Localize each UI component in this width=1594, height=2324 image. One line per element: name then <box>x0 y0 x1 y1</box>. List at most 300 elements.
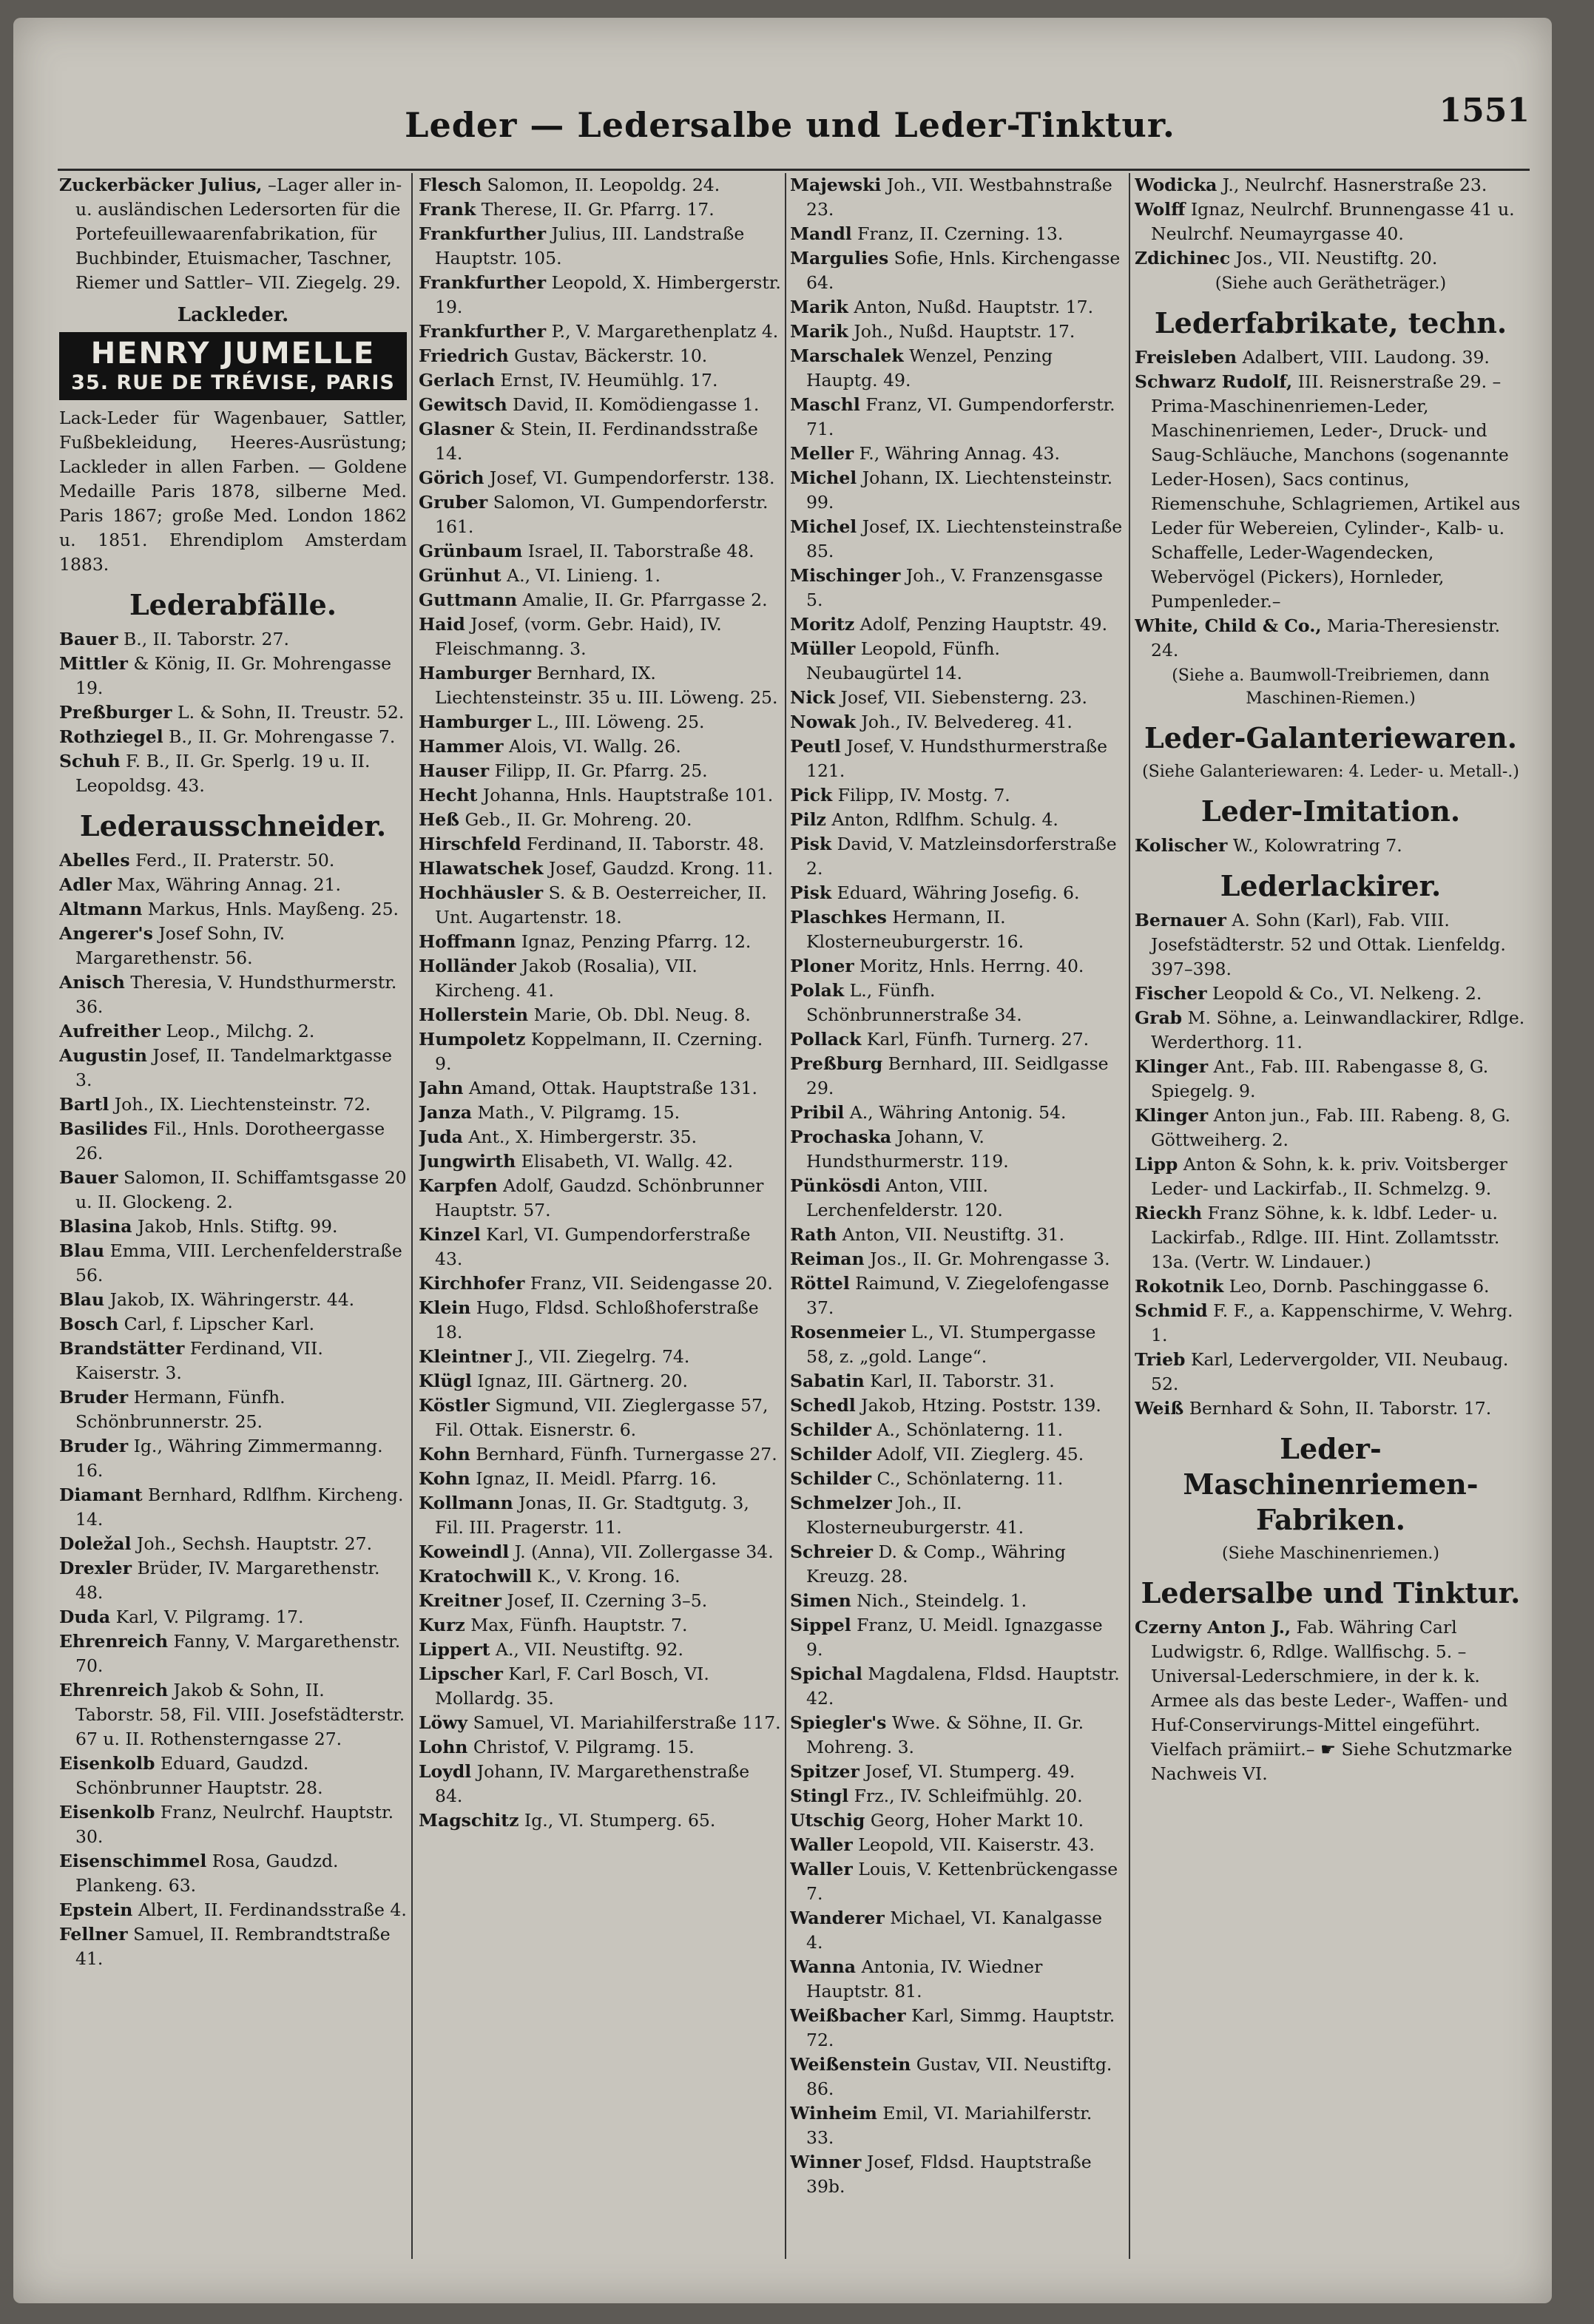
entry-name: Margulies <box>790 248 889 268</box>
entry-details: Hermann, II. Klosterneuburgerstr. 16. <box>806 907 1024 952</box>
entry-details: J., Neulrchf. Hasnerstraße 23. <box>1217 175 1487 195</box>
directory-entry <box>419 1174 781 1223</box>
directory-entry <box>59 652 407 700</box>
entry-name: Görich <box>419 467 484 488</box>
entry-details: Gustav, VII. Neustiftg. 86. <box>806 2054 1112 2099</box>
entry-details: Max, Fünfh. Hauptstr. 7. <box>465 1615 688 1635</box>
directory-entry <box>790 783 1123 808</box>
entry-name: Marik <box>790 297 848 317</box>
directory-entry <box>1135 908 1527 982</box>
entry-details: Eduard, Währing Josefig. 6. <box>831 882 1080 903</box>
entry-details: Ignaz, Neulrchf. Brunnengasse 41 u. Neulrchf. Neumayrgasse 40. <box>1151 199 1515 244</box>
entry-name: Kinzel <box>419 1224 481 1245</box>
directory-entry <box>419 320 781 344</box>
directory-entry <box>790 1589 1123 1613</box>
entry-name: Ehrenreich <box>59 1631 169 1652</box>
entry-details: Josef, Gaudzd. Krong. 11. <box>543 858 774 879</box>
entry-details: Bernhard, Fünfh. Turnergasse 27. <box>470 1444 777 1465</box>
entry-name: Humpoletz <box>419 1029 526 1050</box>
directory-entry <box>790 710 1123 734</box>
directory-entry <box>59 173 407 295</box>
entry-name: Pribil <box>790 1102 845 1123</box>
directory-entry <box>419 1369 781 1394</box>
entry-name: Fischer <box>1135 983 1207 1004</box>
directory-entry <box>790 1027 1123 1052</box>
entry-details: K., V. Krong. 16. <box>531 1566 681 1587</box>
entry-details: Karl, II. Taborstr. 31. <box>864 1371 1055 1391</box>
entry-name: Frankfurther <box>419 272 547 293</box>
directory-entry <box>419 1467 781 1491</box>
entry-details: Jakob, Htzing. Poststr. 139. <box>855 1395 1101 1416</box>
directory-entry <box>59 848 407 873</box>
entry-name: Fellner <box>59 1924 128 1945</box>
entry-details: A., VI. Linieng. 1. <box>501 565 661 586</box>
entry-details: Johanna, Hnls. Hauptstraße 101. <box>477 785 774 805</box>
entry-details: Josef Sohn, IV. Margarethenstr. 56. <box>75 923 286 968</box>
directory-entry <box>790 2101 1123 2150</box>
entry-details: Leopold, Fünfh. Neubaugürtel 14. <box>806 638 1000 683</box>
section-heading-lederausschneider: Lederausschneider. <box>79 809 387 842</box>
entry-details: Franz, VI. Gumpendorferstr. 71. <box>806 394 1115 439</box>
directory-entry <box>419 661 781 710</box>
entry-details: Bernhard, Rdlfhm. Kircheng. 14. <box>75 1484 404 1530</box>
entry-details: Joh., Nußd. Hauptstr. 17. <box>848 321 1075 342</box>
directory-entry <box>59 1605 407 1629</box>
entry-details: Elisabeth, VI. Wallg. 42. <box>516 1151 734 1172</box>
entry-name: Schilder <box>790 1444 871 1465</box>
entry-name: Hochhäusler <box>419 882 544 903</box>
cross-reference-note: (Siehe a. Baumwoll-Treibriemen, dann Maschinen-Riemen.) <box>1172 666 1490 708</box>
entry-name: Marik <box>790 321 848 342</box>
entry-details: Franz, U. Meidl. Ignazgasse 9. <box>806 1615 1103 1660</box>
entry-name: Waller <box>790 1834 853 1855</box>
entry-details: Nich., Steindelg. 1. <box>851 1590 1027 1611</box>
entry-name: Diamant <box>59 1484 143 1505</box>
entry-name: Janza <box>419 1102 473 1123</box>
entry-name: Loydl <box>419 1761 472 1782</box>
section-heading-lederlackirer: Lederlackirer. <box>1220 869 1442 902</box>
entry-name: Weißenstein <box>790 2054 911 2075</box>
entry-details: Fanny, V. Margarethenstr. 70. <box>75 1631 401 1676</box>
directory-entry <box>790 2004 1123 2053</box>
entry-name: Preßburg <box>790 1053 883 1074</box>
directory-entry <box>419 490 781 539</box>
directory-entry <box>1135 370 1527 614</box>
entry-details: F. B., II. Gr. Sperlg. 19 u. II. Leopoldsg. 43. <box>75 751 371 796</box>
entry-name: Simen <box>790 1590 851 1611</box>
entry-details: Hermann, Fünfh. Schönbrunnerstr. 25. <box>75 1387 286 1432</box>
entry-name: Weiß <box>1135 1398 1184 1419</box>
section-heading-leder-maschinenriemen: Leder-Maschinenriemen-Fabriken. <box>1183 1432 1479 1536</box>
directory-entry <box>1135 1274 1527 1299</box>
column-divider <box>411 173 413 2259</box>
directory-entry <box>790 1223 1123 1247</box>
entry-name: Duda <box>59 1607 111 1627</box>
entry-name: Klinger <box>1135 1056 1209 1077</box>
entry-name: Koweindl <box>419 1541 510 1562</box>
entry-name: Pisk <box>790 882 832 903</box>
entry-details: W., Kolowratring 7. <box>1227 835 1402 856</box>
directory-entry <box>59 1678 407 1752</box>
entry-name: Preßburger <box>59 702 172 723</box>
directory-entry <box>419 1027 781 1076</box>
entry-details: Joh., IV. Belvedereg. 41. <box>855 712 1073 732</box>
entry-details: Maria-Theresienstr. 24. <box>1151 615 1501 661</box>
directory-entry <box>59 897 407 922</box>
entry-name: Blasina <box>59 1216 132 1237</box>
entry-name: Schmelzer <box>790 1493 892 1513</box>
directory-entry <box>790 1613 1123 1662</box>
directory-entry <box>790 564 1123 612</box>
entry-details: Markus, Hnls. Mayßeng. 25. <box>142 899 399 919</box>
column-2 <box>419 173 781 2288</box>
entry-details: Theresia, V. Hundsthurmerstr. 36. <box>75 972 397 1017</box>
directory-entry <box>790 637 1123 686</box>
entry-name: Altmann <box>59 899 143 919</box>
entry-name: Blau <box>59 1240 105 1261</box>
entry-details: Moritz, Hnls. Herrng. 40. <box>854 956 1084 976</box>
entry-name: Hamburger <box>419 712 531 732</box>
entry-details: Jos., VII. Neustiftg. 20. <box>1230 248 1438 268</box>
directory-entry <box>790 1174 1123 1223</box>
entry-details: Amand, Ottak. Hauptstraße 131. <box>463 1078 758 1098</box>
directory-entry <box>59 1849 407 1898</box>
directory-entry <box>419 1345 781 1369</box>
directory-entry <box>419 857 781 881</box>
directory-entry <box>59 1532 407 1556</box>
entry-details: Fil., Hnls. Dorotheergasse 26. <box>75 1118 385 1163</box>
entry-name: Müller <box>790 638 856 659</box>
entry-details: & Stein, II. Ferdinandsstraße 14. <box>435 419 758 464</box>
entry-details: Anton jun., Fab. III. Rabeng. 8, G. Göttweiherg. 2. <box>1151 1105 1510 1150</box>
entry-name: Spichal <box>790 1663 862 1684</box>
section-heading-ledersalbe: Ledersalbe und Tinktur. <box>1141 1576 1521 1609</box>
entry-details: Samuel, VI. Mariahilferstraße 117. <box>467 1712 781 1733</box>
entry-name: Frank <box>419 199 476 220</box>
entry-name: Glasner <box>419 419 494 439</box>
entry-name: Bernauer <box>1135 910 1226 930</box>
directory-entry <box>419 808 781 832</box>
directory-entry <box>790 1808 1123 1833</box>
entry-details: Josef, (vorm. Gebr. Haid), IV. Fleischmanng. 3. <box>435 614 722 659</box>
directory-entry <box>419 368 781 393</box>
entry-name: Schwarz Rudolf, <box>1135 371 1293 392</box>
directory-entry <box>790 466 1123 515</box>
entry-name: Schreier <box>790 1541 873 1562</box>
entry-details: Hugo, Fldsd. Schloßhoferstraße 18. <box>435 1297 759 1342</box>
directory-entry <box>59 1092 407 1117</box>
entry-name: Spiegler's <box>790 1712 887 1733</box>
entry-name: Wanna <box>790 1956 856 1977</box>
entry-name: Lipscher <box>419 1663 503 1684</box>
entry-details: Karl, Fünfh. Turnerg. 27. <box>861 1029 1090 1050</box>
entry-name: Pollack <box>790 1029 862 1050</box>
directory-entry <box>1135 246 1527 271</box>
entry-name: Weißbacher <box>790 2005 906 2026</box>
entry-details: Therese, II. Gr. Pfarrg. 17. <box>476 199 715 220</box>
entry-details: David, V. Matzleinsdorferstraße 2. <box>806 834 1117 879</box>
entry-name: Spitzer <box>790 1761 860 1782</box>
entry-name: Stingl <box>790 1786 849 1806</box>
directory-entry <box>790 808 1123 832</box>
entry-name: Angerer's <box>59 923 153 944</box>
entry-details: Michael, VI. Kanalgasse 4. <box>806 1908 1102 1953</box>
entry-name: Pünkösdi <box>790 1175 881 1196</box>
directory-entry <box>419 1760 781 1808</box>
entry-details: & König, II. Gr. Mohrengasse 19. <box>75 653 392 698</box>
entry-details: Johann, IX. Liechtensteinstr. 99. <box>806 467 1113 513</box>
entry-details: M. Söhne, a. Leinwandlackirer, Rdlge. Werderthorg. 11. <box>1151 1007 1525 1053</box>
directory-entry <box>790 515 1123 564</box>
entry-details: A., VII. Neustiftg. 92. <box>490 1639 683 1660</box>
directory-entry <box>790 1442 1123 1467</box>
ad-description: Lack-Leder für Wagenbauer, Sattler, Fußbekleidung, Heeres-Ausrüstung; Lackleder in allen Farben. — Goldene Medaille Paris 1878, silberne Med. Paris 1867; große Med. London 1862 u. 1851. Ehrendiplom Amsterdam 1883. <box>59 408 407 575</box>
entry-name: Plaschkes <box>790 907 887 928</box>
entry-name: Magschitz <box>419 1810 519 1831</box>
entry-name: Abelles <box>59 850 130 871</box>
entry-details: Anton, Rdlfhm. Schulg. 4. <box>825 809 1058 830</box>
directory-entry <box>419 930 781 954</box>
entry-details: Jos., II. Gr. Mohrengasse 3. <box>864 1249 1110 1269</box>
entry-name: Kratochwill <box>419 1566 532 1587</box>
entry-name: Augustin <box>59 1045 147 1066</box>
directory-entry <box>59 700 407 725</box>
entry-name: Mischinger <box>790 565 901 586</box>
entry-name: Hamburger <box>419 663 531 683</box>
entry-name: Gruber <box>419 492 488 513</box>
entry-details: A., Währing Antonig. 54. <box>844 1102 1067 1123</box>
directory-entry <box>790 1711 1123 1760</box>
directory-entry <box>1135 1348 1527 1396</box>
directory-entry <box>419 1101 781 1125</box>
entry-name: Sippel <box>790 1615 851 1635</box>
directory-entry <box>59 1019 407 1044</box>
entry-details: Fab. Währing Carl Ludwigstr. 6, Rdlge. Wallfischg. 5. –Universal-Lederschmiere, in der k. k. Armee als das beste Leder-, Waffen- und Huf-Conservirungs-Mittel eingeführt. Vielfach prämiirt.– ☛ Siehe Schutzmarke Nachweis VI. <box>1151 1617 1513 1784</box>
directory-entry <box>1135 834 1527 858</box>
directory-entry <box>790 1784 1123 1808</box>
directory-entry <box>419 1271 781 1296</box>
directory-entry <box>59 1556 407 1605</box>
entry-details: Anton & Sohn, k. k. priv. Voitsberger Leder- und Lackirfab., II. Schmelzg. 9. <box>1151 1154 1507 1199</box>
column-divider <box>785 173 786 2259</box>
directory-entry <box>59 1312 407 1337</box>
directory-entry <box>59 725 407 749</box>
entry-details: Josef, Fldsd. Hauptstraße 39b. <box>806 2152 1092 2197</box>
entry-name: Schedl <box>790 1395 856 1416</box>
entry-details: A., Schönlaterng. 11. <box>871 1419 1064 1440</box>
entry-details: Ferdinand, VII. Kaiserstr. 3. <box>75 1338 323 1383</box>
entry-details: Leo, Dornb. Paschinggasse 6. <box>1223 1276 1490 1297</box>
directory-entry <box>419 1442 781 1467</box>
entry-details: Joh., VII. Westbahnstraße 23. <box>806 175 1112 220</box>
entry-name: Aufreither <box>59 1021 161 1041</box>
entry-name: Michel <box>790 467 857 488</box>
entry-name: Nowak <box>790 712 856 732</box>
entry-details: Alois, VI. Wallg. 26. <box>503 736 681 757</box>
entry-name: Utschig <box>790 1810 865 1831</box>
entry-details: Karl, Ledervergolder, VII. Neubaug. 52. <box>1151 1349 1509 1394</box>
entry-name: Zuckerbäcker Julius, <box>59 175 263 195</box>
directory-entry <box>790 1369 1123 1394</box>
directory-entry <box>59 1239 407 1288</box>
entry-details: Georg, Hoher Markt 10. <box>865 1810 1084 1831</box>
directory-entry <box>419 1638 781 1662</box>
entry-details: David, II. Komödiengasse 1. <box>507 394 760 415</box>
entry-details: C., Schönlaterng. 11. <box>871 1468 1064 1489</box>
directory-entry <box>1135 1055 1527 1104</box>
entries-lederfabrikate <box>1135 345 1527 663</box>
entry-name: Kurz <box>419 1615 465 1635</box>
directory-entry <box>59 1434 407 1483</box>
entry-details: Marie, Ob. Dbl. Neug. 8. <box>528 1004 751 1025</box>
directory-entry <box>1135 197 1527 246</box>
directory-entry <box>790 1394 1123 1418</box>
entry-details: Anton, VII. Neustiftg. 31. <box>837 1224 1065 1245</box>
directory-entry <box>419 1223 781 1271</box>
entry-name: Marschalek <box>790 345 904 366</box>
entry-name: Sabatin <box>790 1371 865 1391</box>
directory-entry <box>790 173 1123 222</box>
entry-name: Kirchhofer <box>419 1273 525 1294</box>
entry-name: Anisch <box>59 972 125 993</box>
entry-details: F., Währing Annag. 43. <box>854 443 1060 464</box>
directory-entry <box>1135 1615 1527 1786</box>
entry-details: Anton, Nußd. Hauptstr. 17. <box>848 297 1094 317</box>
directory-entry <box>790 246 1123 295</box>
entry-name: Jahn <box>419 1078 464 1098</box>
entry-details: Ant., Fab. III. Rabengasse 8, G. Spiegelg. 9. <box>1151 1056 1489 1101</box>
entry-name: Hoffmann <box>419 931 516 952</box>
entry-details: Emil, VI. Mariahilferstr. 33. <box>806 2103 1093 2148</box>
entry-details: Albert, II. Ferdinandsstraße 4. <box>132 1899 407 1920</box>
entry-name: Kleintner <box>419 1346 512 1367</box>
entry-name: Bauer <box>59 629 118 649</box>
entry-details: Josef, VII. Siebensterng. 23. <box>835 687 1088 708</box>
directory-entry <box>790 1101 1123 1125</box>
directory-entry <box>790 295 1123 320</box>
entry-name: Bosch <box>59 1314 119 1334</box>
entry-name: Reiman <box>790 1249 865 1269</box>
entry-details: D. & Comp., Währing Kreuzg. 28. <box>806 1541 1066 1587</box>
entry-name: Nick <box>790 687 835 708</box>
directory-entry <box>419 1491 781 1540</box>
entry-name: Rieckh <box>1135 1203 1203 1223</box>
directory-entry <box>59 1752 407 1800</box>
directory-entry <box>419 271 781 320</box>
directory-entry <box>419 197 781 222</box>
entry-details: Raimund, V. Ziegelofengasse 37. <box>806 1273 1110 1318</box>
directory-entry <box>1135 614 1527 663</box>
directory-entry <box>419 1662 781 1711</box>
section-subheading-lackleder: Lackleder. <box>177 304 289 326</box>
entry-details: Eduard, Gaudzd. Schönbrunner Hauptstr. 28. <box>75 1753 323 1798</box>
entry-name: Klinger <box>1135 1105 1209 1126</box>
section-heading-lederfabrikate: Lederfabrikate, techn. <box>1154 306 1507 340</box>
directory-entry <box>419 1735 781 1760</box>
entry-details: Karl, Simmg. Hauptstr. 72. <box>806 2005 1115 2050</box>
entry-name: Ehrenreich <box>59 1680 169 1700</box>
entry-details: Amalie, II. Gr. Pfarrgasse 2. <box>517 590 768 610</box>
entry-name: Pick <box>790 785 833 805</box>
entry-details: J. (Anna), VII. Zollergasse 34. <box>509 1541 774 1562</box>
entry-details: Bernhard, III. Seidlgasse 29. <box>806 1053 1109 1098</box>
entry-name: Karpfen <box>419 1175 498 1196</box>
directory-entry <box>790 1418 1123 1442</box>
directory-entry <box>419 1076 781 1101</box>
entry-name: Czerny Anton J., <box>1135 1617 1291 1638</box>
directory-entry <box>790 1125 1123 1174</box>
entry-name: Rosenmeier <box>790 1322 906 1342</box>
ad-address-line: 35. RUE DE TRÉVISE, PARIS <box>71 371 395 394</box>
entry-name: Klügl <box>419 1371 472 1391</box>
header-rule <box>58 169 1530 171</box>
entry-name: Holländer <box>419 956 516 976</box>
entry-details: Sigmund, VII. Zieglergasse 57, Fil. Ottak. Eisnerstr. 6. <box>435 1395 769 1440</box>
entry-details: P., V. Margarethenplatz 4. <box>546 321 779 342</box>
directory-entry <box>790 1540 1123 1589</box>
directory-entry <box>790 1662 1123 1711</box>
entry-name: Röttel <box>790 1273 850 1294</box>
entry-details: Johann, V. Hundsthurmerstr. 119. <box>806 1126 1009 1172</box>
entry-details: Jakob, IX. Währingerstr. 44. <box>104 1289 355 1310</box>
directory-entry <box>790 1052 1123 1101</box>
entry-name: Frankfurther <box>419 321 547 342</box>
entry-details: Adolf, Penzing Hauptstr. 49. <box>854 614 1108 635</box>
entry-name: Majewski <box>790 175 882 195</box>
entry-details: Franz Söhne, k. k. ldbf. Leder- u. Lackirfab., Rdlge. III. Hint. Zollamtsstr. 13a. (Vertr. W. Lindauer.) <box>1151 1203 1500 1272</box>
entry-name: Eisenschimmel <box>59 1851 207 1871</box>
directory-entry <box>790 832 1123 881</box>
directory-entry <box>419 832 781 857</box>
entry-name: Hollerstein <box>419 1004 529 1025</box>
entry-name: Wolff <box>1135 199 1186 220</box>
entry-details: J., VII. Ziegelrg. 74. <box>511 1346 690 1367</box>
directory-entry <box>419 1540 781 1564</box>
entry-name: Kreitner <box>419 1590 501 1611</box>
entry-details: Christof, V. Pilgramg. 15. <box>467 1737 695 1757</box>
directory-entry <box>419 1564 781 1589</box>
entry-name: Zdichinec <box>1135 248 1231 268</box>
entry-details: L., VI. Stumpergasse 58, z. „gold. Lange“. <box>806 1322 1096 1367</box>
jumelle-advertisement <box>59 332 407 400</box>
entry-name: Bartl <box>59 1094 109 1115</box>
entry-details: Jakob (Rosalia), VII. Kircheng. 41. <box>435 956 698 1001</box>
directory-entry <box>790 954 1123 979</box>
directory-entry <box>59 1337 407 1385</box>
entry-name: Guttmann <box>419 590 518 610</box>
entry-name: Eisenkolb <box>59 1753 155 1774</box>
directory-entry <box>59 1215 407 1239</box>
entry-name: Wodicka <box>1135 175 1218 195</box>
entry-name: Schilder <box>790 1468 871 1489</box>
directory-entry <box>790 1467 1123 1491</box>
entry-name: Rokotnik <box>1135 1276 1224 1297</box>
entry-name: Bauer <box>59 1167 118 1188</box>
directory-entry <box>59 1800 407 1849</box>
entry-name: Grünbaum <box>419 541 523 561</box>
entry-details: Brüder, IV. Margarethenstr. 48. <box>75 1558 380 1603</box>
entry-name: Eisenkolb <box>59 1802 155 1823</box>
entry-details: Jakob & Sohn, II. Taborstr. 58, Fil. VIII. Josefstädterstr. 67 u. II. Rothensterngasse 27. <box>75 1680 405 1749</box>
entry-details: Ferdinand, II. Taborstr. 48. <box>521 834 765 854</box>
directory-entry <box>1135 345 1527 370</box>
entry-details: Johann, IV. Margarethenstraße 84. <box>435 1761 750 1806</box>
directory-entry <box>59 1629 407 1678</box>
directory-entry <box>59 970 407 1019</box>
page-header <box>13 18 1552 145</box>
entry-name: Moritz <box>790 614 855 635</box>
entry-details: Leopold & Co., VI. Nelkeng. 2. <box>1206 983 1482 1004</box>
